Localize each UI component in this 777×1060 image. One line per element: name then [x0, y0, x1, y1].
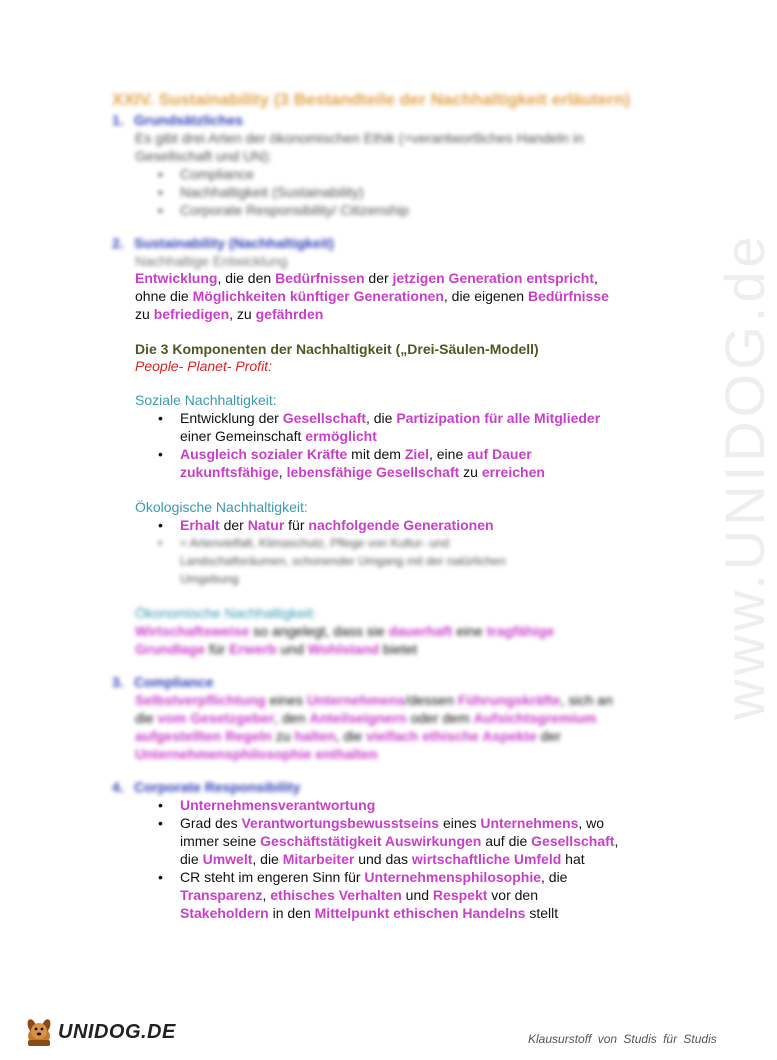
oekologische-heading: Ökologische Nachhaltigkeit: [135, 499, 308, 515]
definition-line-1: Entwicklung, die den Bedürfnissen der jetzigen Generation entspricht, [135, 270, 598, 286]
unidog-logo [22, 1016, 176, 1048]
section-1-line-2: Gesellschaft und UN): [135, 148, 272, 164]
komponenten-title: Die 3 Komponenten der Nachhaltigkeit („Drei-Säulen-Modell) [135, 341, 539, 357]
compliance-line-2: die vom Gesetzgeber, den Anteilseignern oder dem Aufsichtsgremium [135, 710, 597, 726]
dog-icon [22, 1016, 56, 1048]
document-title: XXIV. Sustainability (3 Bestandteile der Nachhaltigkeit erläutern) [112, 90, 631, 109]
section-1-heading: 1. Grundsätzliches [112, 112, 243, 128]
footer-tagline: Klausurstoff von Studis für Studis [528, 1032, 717, 1046]
section-2-subheading: Nachhaltige Entwicklung [135, 253, 288, 269]
logo-text: UNIDOG.DE [58, 1020, 176, 1043]
oekonomische-heading: Ökonomische Nachhaltigkeit: [135, 605, 317, 621]
oekonomische-line-1: Wirtschaftsweise so angelegt, dass sie dauerhaft eine tragfähige [135, 623, 555, 639]
people-planet-profit: People- Planet- Profit: [135, 358, 272, 374]
soziale-heading: Soziale Nachhaltigkeit: [135, 392, 277, 408]
section-1-line-1: Es gibt drei Arten der ökonomischen Ethik (=verantwortliches Handeln in [135, 130, 584, 146]
section-3-heading: 3. Compliance [112, 674, 214, 690]
oekonomische-line-2: Grundlage für Erwerb und Wohlstand bietet [135, 641, 418, 657]
compliance-line-4: Unternehmensphilosophie enthalten [135, 746, 378, 762]
watermark-text: www.UNIDOG.de [713, 232, 776, 720]
definition-line-2: ohne die Möglichkeiten künftiger Generationen, die eigenen Bedürfnisse [135, 288, 609, 304]
compliance-line-1: Selbstverpflichtung eines Unternehmens/dessen Führungskräfte, sich an [135, 692, 613, 708]
document-page: www.UNIDOG.de XXIV. Sustainability (3 Bestandteile der Nachhaltigkeit erläutern) 1. Grundsätzliches Es gibt drei Arten der ökonomischen Ethik (=verantwortliches Handeln in Gesellschaft und UN): ▪ Compliance ▪ Nachhaltigkeit (Sustainability) ▪ Corporate Responsibility/ Citizenship 2. Sustainability (Nachhaltigkeit) Nachhaltige Entwicklung Entwicklung, die den Bedürfnissen der jetzigen Generation entspricht, ohne die Möglichkeiten künftiger Generationen, die eigenen Bedürfnisse zu befriedigen, zu gefährden Die 3 Komponenten der Nachhaltigkeit („Drei-Säulen-Modell) People- Planet- Profit: Soziale Nachhaltigkeit: • Entwicklung der Gesellschaft, die Partizipation für alle Mitglieder einer Gemeinschaft ermöglicht • Ausgleich sozialer Kräfte mit dem Ziel, eine auf Dauer zukunftsfähige, lebensfähige Gesellschaft zu erreichen Ökologische Nachhaltigkeit: • Erhalt der Natur für nachfolgende Generationen • = Artenvielfalt, Klimaschutz, Pflege von Kultur- und Landschaftsräumen, schonender Umgang mit der natürlichen Umgebung Ökonomische Nachhaltigkeit: Wirtschaftsweise so angelegt, dass sie dauerhaft eine tragfähige Grundlage für Erwerb und Wohlstand bietet 3. Compliance Selbstverpflichtung eines Unternehmens/dessen Führungskräfte, sich an die vom Gesetzgeber, den Anteilseignern oder dem Aufsichtsgremium aufgestellten Regeln zu halten, die vielfach ethische Aspekte der Unternehmensphilosophie enthalten 4. Corporate Responsibility • Unternehmensverantwortung • Grad des Verantwortungsbewusstseins eines Unternehmens, wo immer seine Geschäftstätigkeit Auswirkungen auf die Gesellschaft, die Umwelt, die Mitarbeiter und das wirtschaftliche Umfeld hat • CR steht im engeren Sinn für Unternehmensphilosophie, die Transparenz, ethisches Verhalten und Respekt vor den Stakeholdern in den Mittelpunkt ethischen Handelns stellt UNIDOG.DE Klausurstoff von Studis für Studis [0, 0, 750, 1060]
section-4-heading: 4. Corporate Responsibility [112, 779, 301, 795]
compliance-line-3: aufgestellten Regeln zu halten, die vielfach ethische Aspekte der [135, 728, 561, 744]
definition-line-3: zu befriedigen, zu gefährden [135, 306, 324, 322]
section-2-heading: 2. Sustainability (Nachhaltigkeit) [112, 235, 334, 251]
